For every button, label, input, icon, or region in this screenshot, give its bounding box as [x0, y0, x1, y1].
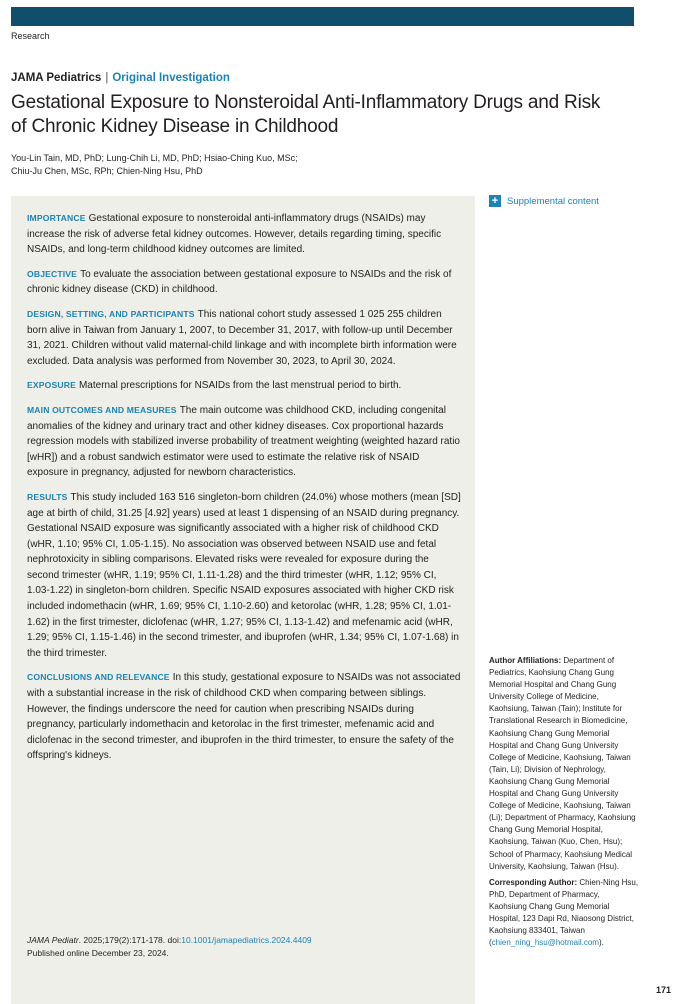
- author-list: [11, 152, 341, 178]
- author-affiliations: [489, 655, 639, 953]
- abstract-design: [27, 307, 461, 369]
- citation-journal: JAMA Pediatr: [27, 935, 79, 945]
- plus-icon: +: [489, 195, 501, 207]
- author-line-2: Chiu-Ju Chen, MSc, RPh; Chien-Ning Hsu, PhD: [11, 166, 203, 176]
- abstract-exposure: [27, 378, 461, 394]
- journal-line: [11, 72, 230, 84]
- conclusions-text: In this study, gestational exposure to NSAIDs was not associated with a substantial increase in the risk of childhood CKD when comparing between siblings. However, the findings underscore the need for caution when prescribing NSAIDs during pregnancy, particularly indomethacin and ketorolac in the first trimester, mefenamic acid and diclofenac in the second trimester, and ibuprofen in the third trimester, to ensure the safety of the offspring's kidneys.: [27, 672, 461, 762]
- citation: [27, 934, 467, 960]
- outcomes-text: The main outcome was childhood CKD, including congenital anomalies of the kidney and urinary tract and other kidney diseases. Cox proportional hazards regression models with stabilized inverse probability of treatment weighting (weighted hazard ratio [wHR]) and a robust sandwich estimator were used to estimate the relative risk of NSAID exposure in pregnancy, adjusted for newborn characteristics.: [27, 404, 460, 479]
- abstract-conclusions: [27, 670, 461, 764]
- objective-text: To evaluate the association between gestational exposure to NSAIDs and the risk of chronic kidney disease (CKD) in childhood.: [27, 268, 452, 296]
- journal-separator: |: [105, 72, 109, 84]
- citation-line: [27, 934, 467, 947]
- email-close: ).: [598, 938, 604, 948]
- design-text: This national cohort study assessed 1 025 255 children born alive in Taiwan from January 1, 2007, to December 31, 2017, with follow-up until December 31, 2021. Children without valid maternal-child linkage and with incomplete birth information were excluded. Data analysis was performed from November 30, 2023, to April 30, 2024.: [27, 308, 457, 367]
- section-label: Research: [11, 31, 50, 41]
- corresponding-label: Corresponding Author:: [489, 877, 578, 887]
- abstract-objective: [27, 267, 461, 298]
- page-number: 171: [656, 985, 672, 995]
- doi-link[interactable]: 10.1001/jamapediatrics.2024.4409: [181, 935, 312, 945]
- affiliations-text: Department of Pediatrics, Kaohsiung Chang Gung Memorial Hospital and Chang Gung University College of Medicine, Kaohsiung, Taiwan (Tain); Institute for Translational Research in Biomedicine, Kaohsiung Chang Gung Memorial Hospital and Chang Gung University College of Medicine, Kaohsiung, Taiwan (Tain, Li); Division of Nephrology, Kaohsiung Chang Gung Memorial Hospital and Chang Gung University College of Medicine, Kaohsiung, Taiwan (Li); Department of Pharmacy, Kaohsiung Chang Gung Memorial Hospital, Kaohsiung, Taiwan (Kuo, Chen, Hsu); School of Pharmacy, Kaohsiung Medical University, Kaohsiung, Taiwan (Hsu).: [489, 656, 636, 871]
- objective-heading: OBJECTIVE: [27, 268, 78, 279]
- importance-text: Gestational exposure to nonsteroidal anti-inflammatory drugs (NSAIDs) may increase the risk of adverse fetal kidney outcomes. However, details regarding timing, specific NSAIDs, and long-term childhood kidney outcomes are limited.: [27, 213, 442, 256]
- conclusions-heading: CONCLUSIONS AND RELEVANCE: [27, 672, 170, 683]
- design-heading: DESIGN, SETTING, AND PARTICIPANTS: [27, 308, 195, 319]
- importance-heading: IMPORTANCE: [27, 213, 86, 223]
- results-text: This study included 163 516 singleton-born children (24.0%) whose mothers (mean [SD] age at birth of child, 31.25 [4.92] years) used at least 1 dispensing of an NSAID during pregnancy. Gestational NSAID exposure was significantly associated with a higher risk of childhood CKD (wHR, 1.10; 95% CI, 1.05-1.15). No association was observed between NSAID use and fetal nephrotoxicity in sibling comparisons. Elevated risks were revealed for exposure during the second trimester (wHR, 1.19; 95% CI, 1.11-1.28) and the third trimester (wHR, 1.12; 95% CI, 1.03-1.22) in singleton-born children. Specific NSAID exposures associated with higher CKD risk included indomethacin (wHR, 1.69; 95% CI, 1.10-2.60) and ketorolac (wHR, 1.28; 95% CI, 1.01-1.62) in the first trimester, diclofenac (wHR, 1.27; 95% CI, 1.13-1.42) and mefenamic acid (wHR, 1.29; 95% CI, 1.15-1.46) in the second trimester, and ibuprofen (wHR, 1.34; 95% CI, 1.07-1.68) in the third trimester.: [27, 491, 461, 659]
- article-type[interactable]: Original Investigation: [112, 72, 230, 84]
- supplemental-label: Supplemental content: [507, 195, 599, 207]
- abstract-importance: [27, 211, 461, 258]
- supplemental-content-link[interactable]: [489, 195, 599, 207]
- header-bar: [11, 7, 634, 26]
- results-heading: RESULTS: [27, 491, 68, 502]
- citation-details: . 2025;179(2):171-178. doi:: [78, 935, 182, 945]
- journal-name: JAMA Pediatrics: [11, 72, 102, 84]
- author-line-1: You-Lin Tain, MD, PhD; Lung-Chih Li, MD, PhD; Hsiao-Ching Kuo, MSc;: [11, 153, 298, 163]
- affiliations-paragraph: [489, 655, 639, 873]
- exposure-heading: EXPOSURE: [27, 380, 76, 391]
- published-date: Published online December 23, 2024.: [27, 948, 169, 958]
- article-title: Gestational Exposure to Nonsteroidal Anti-Inflammatory Drugs and Risk of Chronic Kidney Disease in Childhood: [11, 92, 601, 137]
- abstract-outcomes: [27, 403, 461, 481]
- abstract-box: [11, 196, 475, 1004]
- outcomes-heading: MAIN OUTCOMES AND MEASURES: [27, 404, 177, 415]
- abstract-results: [27, 490, 461, 662]
- email-open: (: [489, 938, 492, 948]
- email-link[interactable]: chien_ning_hsu@hotmail.com: [491, 938, 599, 948]
- corresponding-text: Chien-Ning Hsu, PhD, Department of Pharmacy, Kaohsiung Chang Gung Memorial Hospital, 123 Dapi Rd, Niaosong District, Kaohsiung 833401, Taiwan: [489, 877, 639, 936]
- affiliations-label: Author Affiliations:: [489, 656, 562, 665]
- corresponding-paragraph: [489, 877, 639, 950]
- exposure-text: Maternal prescriptions for NSAIDs from the last menstrual period to birth.: [78, 380, 402, 392]
